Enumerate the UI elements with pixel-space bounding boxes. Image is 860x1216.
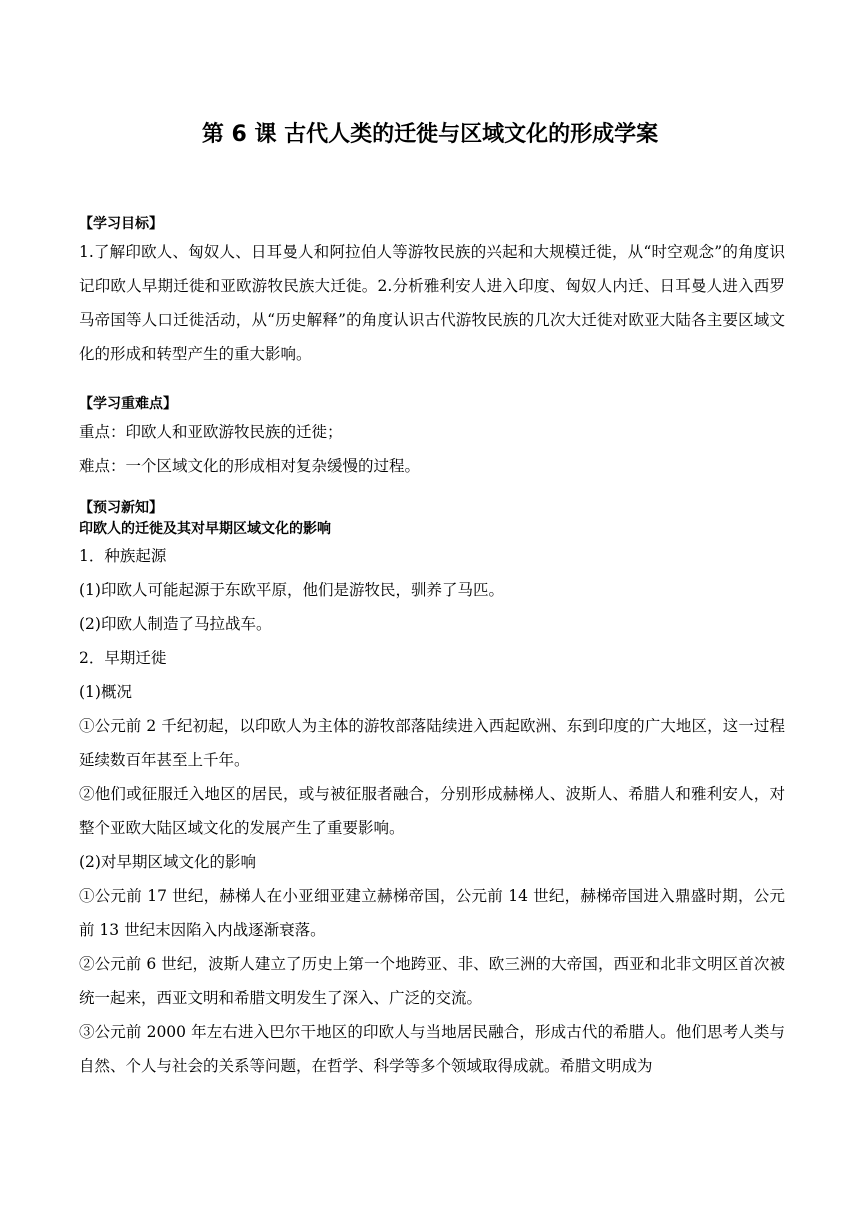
preview-list xyxy=(79,539,785,1083)
page-title: 第 6 课 古代人类的迁徙与区域文化的形成学案 xyxy=(201,122,659,147)
objectives-text: 1.了解印欧人、匈奴人、日耳曼人和阿拉伯人等游牧民族的兴起和大规模迁徙，从“时空观念”的角度识记印欧人早期迁徙和亚欧游牧民族大迁徙。2.分析雅利安人进入印度、匈奴人内迁、日耳曼人进入西罗马帝国等人口迁徙活动，从“历史解释”的角度认识古代游牧民族的几次大迁徙对欧亚大陆各主要区域文化的形成和转型产生的重大影响。 xyxy=(79,243,785,363)
list-item: (2)对早期区域文化的影响 xyxy=(79,853,256,871)
key-points-heading: 【学习重难点】 xyxy=(79,396,177,412)
list-item: (1)印欧人可能起源于东欧平原，他们是游牧民，驯养了马匹。 xyxy=(79,581,504,599)
preview-heading: 【预习新知】 xyxy=(79,500,163,516)
list-item: ①公元前 2 千纪初起，以印欧人为主体的游牧部落陆续进入西起欧洲、东到印度的广大地区，这一过程延续数百年甚至上千年。 xyxy=(79,717,785,769)
list-item: ①公元前 17 世纪，赫梯人在小亚细亚建立赫梯帝国，公元前 14 世纪，赫梯帝国进入鼎盛时期，公元前 13 世纪末因陷入内战逐渐衰落。 xyxy=(79,887,785,939)
list-item: ③公元前 2000 年左右进入巴尔干地区的印欧人与当地居民融合，形成古代的希腊人。他们思考人类与自然、个人与社会的关系等问题，在哲学、科学等多个领域取得成就。希腊文明成为 xyxy=(79,1023,785,1075)
document-body xyxy=(79,213,785,1083)
objectives-heading: 【学习目标】 xyxy=(79,216,163,232)
list-item: (2)印欧人制造了马拉战车。 xyxy=(79,615,272,633)
list-item: 2．早期迁徙 xyxy=(79,649,167,667)
preview-subheading: 印欧人的迁徙及其对早期区域文化的影响 xyxy=(79,521,331,537)
key-focus: 重点：印欧人和亚欧游牧民族的迁徙； xyxy=(79,423,343,441)
list-item: ②他们或征服迁入地区的居民，或与被征服者融合，分别形成赫梯人、波斯人、希腊人和雅利安人，对整个亚欧大陆区域文化的发展产生了重要影响。 xyxy=(79,785,785,837)
list-item: (1)概况 xyxy=(79,683,132,701)
list-item: ②公元前 6 世纪，波斯人建立了历史上第一个地跨亚、非、欧三洲的大帝国，西亚和北非文明区首次被统一起来，西亚文明和希腊文明发生了深入、广泛的交流。 xyxy=(79,955,785,1007)
key-difficulty: 难点：一个区域文化的形成相对复杂缓慢的过程。 xyxy=(79,457,421,475)
list-item: 1．种族起源 xyxy=(79,547,167,565)
